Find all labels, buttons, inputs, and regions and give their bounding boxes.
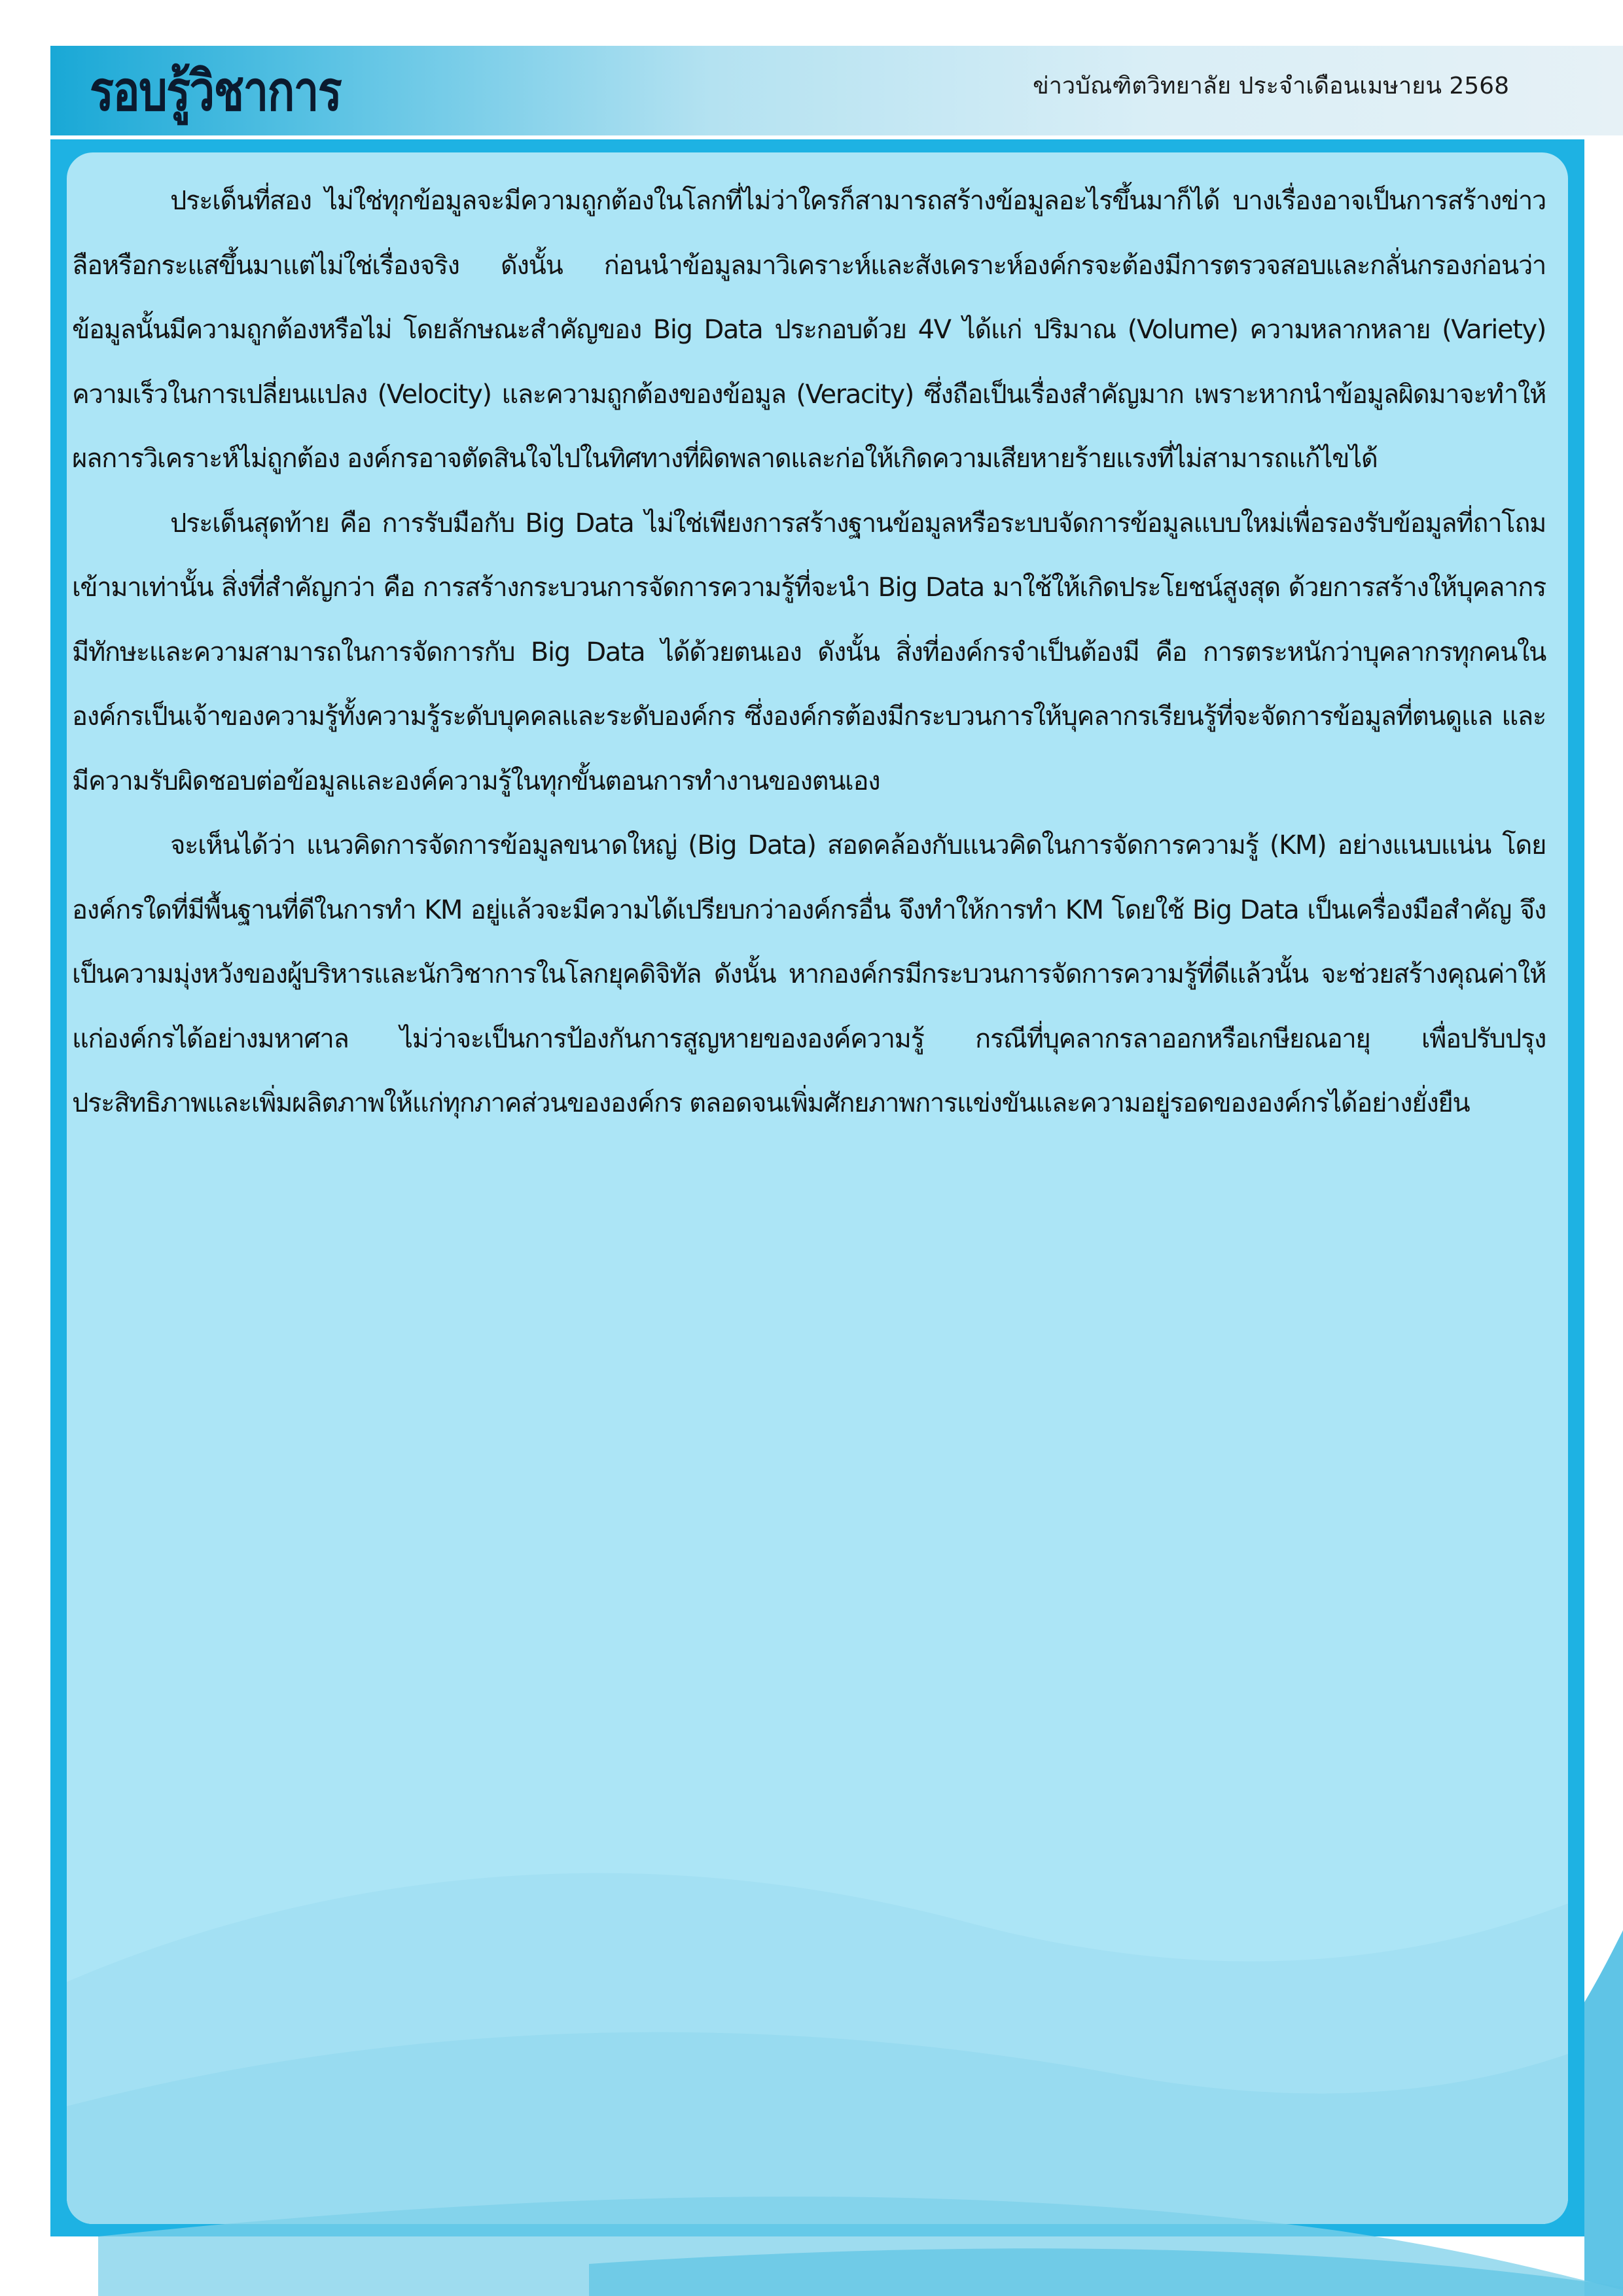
- paragraph-second-point: ประเด็นที่สอง ไม่ใช่ทุกข้อมูลจะมีความถูกต้องในโลกที่ไม่ว่าใครก็สามารถสร้างข้อมูลอะไรขึ้นมาก็ได้ บางเรื่องอาจเป็นการสร้างข่าวลือหรือกระแสขึ้นมาแต่ไม่ใช่เรื่องจริง ดังนั้น ก่อนนำข้อมูลมาวิเคราะห์และสังเคราะห์องค์กรจะต้องมีการตรวจสอบและกลั่นกรองก่อนว่า ข้อมูลนั้นมีความถูกต้องหรือไม่ โดยลักษณะสำคัญของ Big Data ประกอบด้วย 4V ได้แก่ ปริมาณ (Volume) ความหลากหลาย (Variety) ความเร็วในการเปลี่ยนแปลง (Velocity) และความถูกต้องของข้อมูล (Veracity) ซึ่งถือเป็นเรื่องสำคัญมาก เพราะหากนำข้อมูลผิดมาจะทำให้ผลการวิเคราะห์ไม่ถูกต้อง องค์กรอาจตัดสินใจไปในทิศทางที่ผิดพลาดและก่อให้เกิดความเสียหายร้ายแรงที่ไม่สามารถแก้ไขได้: [72, 186, 1546, 474]
- section-title: รอบรู้วิชาการ: [90, 59, 342, 123]
- issue-label: ข่าวบัณฑิตวิทยาลัย ประจำเดือนเมษายน 2568: [1033, 73, 1509, 99]
- page-header: [50, 46, 1623, 135]
- panel-wave-decoration: [67, 1766, 1568, 2224]
- article-body: [72, 169, 1546, 1136]
- paragraph-conclusion: จะเห็นได้ว่า แนวคิดการจัดการข้อมูลขนาดใหญ่ (Big Data) สอดคล้องกับแนวคิดในการจัดการความรู้ (KM) อย่างแนบแน่น โดยองค์กรใดที่มีพื้นฐานที่ดีในการทำ KM อยู่แล้วจะมีความได้เปรียบกว่าองค์กรอื่น จึงทำให้การทำ KM โดยใช้ Big Data เป็นเครื่องมือสำคัญ จึงเป็นความมุ่งหวังของผู้บริหารและนักวิชาการในโลกยุคดิจิทัล ดังนั้น หากองค์กรมีกระบวนการจัดการความรู้ที่ดีแล้วนั้น จะช่วยสร้างคุณค่าให้แก่องค์กรได้อย่างมหาศาล ไม่ว่าจะเป็นการป้องกันการสูญหายขององค์ความรู้ กรณีที่บุคลากรลาออกหรือเกษียณอายุ เพื่อปรับปรุงประสิทธิภาพและเพิ่มผลิตภาพให้แก่ทุกภาคส่วนขององค์กร ตลอดจนเพิ่มศักยภาพการแข่งขันและความอยู่รอดขององค์กรได้อย่างยั่งยืน: [72, 830, 1546, 1118]
- paragraph-final-point: ประเด็นสุดท้าย คือ การรับมือกับ Big Data ไม่ใช่เพียงการสร้างฐานข้อมูลหรือระบบจัดการข้อมูลแบบใหม่เพื่อรองรับข้อมูลที่ถาโถมเข้ามาเท่านั้น สิ่งที่สำคัญกว่า คือ การสร้างกระบวนการจัดการความรู้ที่จะนำ Big Data มาใช้ให้เกิดประโยชน์สูงสุด ด้วยการสร้างให้บุคลากรมีทักษะและความสามารถในการจัดการกับ Big Data ได้ด้วยตนเอง ดังนั้น สิ่งที่องค์กรจำเป็นต้องมี คือ การตระหนักว่าบุคลากรทุกคนในองค์กรเป็นเจ้าของความรู้ทั้งความรู้ระดับบุคคลและระดับองค์กร ซึ่งองค์กรต้องมีกระบวนการให้บุคลากรเรียนรู้ที่จะจัดการข้อมูลที่ตนดูแล และมีความรับผิดชอบต่อข้อมูลและองค์ความรู้ในทุกขั้นตอนการทำงานของตนเอง: [72, 508, 1546, 796]
